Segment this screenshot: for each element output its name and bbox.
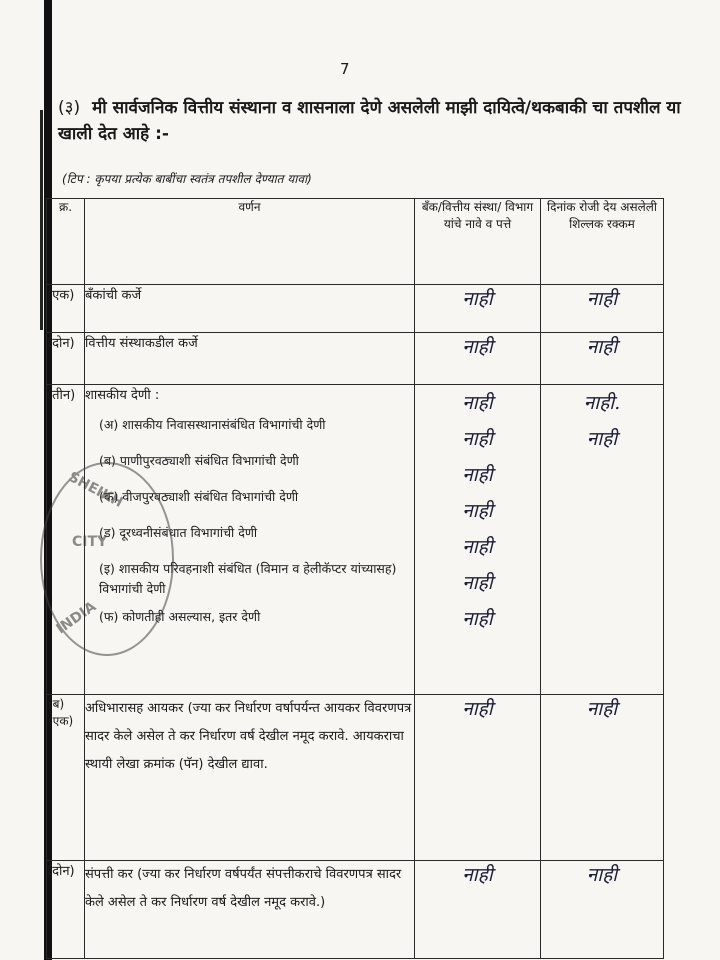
row-sr: (एक) <box>47 285 85 333</box>
row-sr: (ब) (एक) <box>47 695 85 861</box>
handwritten-entry: नाही <box>462 464 493 486</box>
subitem-transport: (इ) शासकीय परिवहनाशी संबंधित (विमान व हेलीकॅप्टर यांच्यासह) विभागांची देणी <box>99 561 397 596</box>
row-description: वित्तीय संस्थाकडील कर्जे <box>85 333 415 385</box>
handwritten-entry: नाही <box>462 536 493 558</box>
row-amount-cell <box>541 385 664 695</box>
subitem-telephone: (ड) दूरध्वनीसंबंधात विभागांची देणी <box>99 525 258 540</box>
row-bank-cell <box>415 285 541 333</box>
header-description: वर्णन <box>85 199 415 285</box>
page-number: 7 <box>340 60 350 78</box>
table-row <box>47 285 664 333</box>
row-amount-cell <box>541 861 664 959</box>
handwritten-entry: नाही <box>462 392 493 414</box>
subitem-water: (ब) पाणीपुरवठ्याशी संबंधित विभागांची देणी <box>99 453 299 468</box>
subitem-housing: (अ) शासकीय निवासस्थानासंबंधित विभागांची देणी <box>99 417 326 432</box>
row-sr: (दोन) <box>47 333 85 385</box>
handwritten-entry: नाही <box>462 572 493 594</box>
header-sr: क्र. <box>47 199 85 285</box>
instruction-note: (टिप : कृपया प्रत्येक बाबींचा स्वतंत्र तपशील देण्यात यावा) <box>62 172 312 186</box>
handwritten-entry: नाही <box>586 288 618 310</box>
handwritten-entry: नाही <box>462 698 493 720</box>
seal-text-middle: CITY <box>72 534 108 550</box>
handwritten-entry: नाही <box>586 698 618 720</box>
row-sr: (तीन) <box>47 385 85 695</box>
handwritten-entry: नाही. <box>583 392 621 414</box>
section-heading-text: मी सार्वजनिक वित्तीय संस्थाना व शासनाला देणे असलेली माझी दायित्वे/थकबाकी चा तपशील या खाली देत आहे :- <box>58 98 681 144</box>
handwritten-entry: नाही <box>586 428 618 450</box>
table-row <box>47 333 664 385</box>
subitem-electricity: (क) वीजपुरवठ्याशी संबंधित विभागांची देणी <box>99 489 299 504</box>
header-bank: बँक/वित्तीय संस्था/ विभाग यांचे नावे व पत्ते <box>415 199 541 285</box>
handwritten-entry: नाही <box>462 864 493 886</box>
handwritten-entry: नाही <box>586 864 618 886</box>
row-description: बँकांची कर्जे <box>85 285 415 333</box>
table-row <box>47 695 664 861</box>
row-amount-cell <box>541 695 664 861</box>
seal-text-bottom: INDIA <box>53 598 100 638</box>
handwritten-entry: नाही <box>586 336 618 358</box>
handwritten-entry: नाही <box>462 500 493 522</box>
table-header-row <box>47 199 664 285</box>
seal-text-top: SHEIKH <box>65 469 126 511</box>
subitem-other: (फ) कोणतीही असल्यास, इतर देणी <box>99 609 261 624</box>
handwritten-entry: नाही <box>462 288 493 310</box>
row-bank-cell <box>415 861 541 959</box>
handwritten-entry: नाही <box>462 608 493 630</box>
official-seal-stamp <box>40 462 174 656</box>
row-amount-cell <box>541 285 664 333</box>
row-description: अधिभारासह आयकर (ज्या कर निर्धारण वर्षापर्यन्त आयकर विवरणपत्र सादर केले असेल ते कर निर्धारण वर्ष देखील नमूद करावे. आयकराचा स्थायी लेखा क्रमांक (पॅन) देखील द्यावा. <box>85 695 415 861</box>
handwritten-entry: नाही <box>462 336 493 358</box>
row-amount-cell <box>541 333 664 385</box>
row-description-title: शासकीय देणी : <box>85 388 160 403</box>
row-description: संपत्ती कर (ज्या कर निर्धारण वर्षपर्यंत संपत्तीकराचे विवरणपत्र सादर केले असेल ते कर निर्धारण वर्ष देखील नमूद करावे.) <box>85 861 415 959</box>
handwritten-entry: नाही <box>462 428 493 450</box>
table-row <box>47 861 664 959</box>
section-number: (३) <box>58 98 81 118</box>
header-amount: दिनांक रोजी देय असलेली शिल्लक रक्कम <box>541 199 664 285</box>
row-bank-cell <box>415 385 541 695</box>
page-edge-shadow-inner <box>40 110 43 330</box>
section-heading <box>58 95 688 147</box>
row-bank-cell <box>415 333 541 385</box>
row-bank-cell <box>415 695 541 861</box>
row-sr: (दोन) <box>47 861 85 959</box>
